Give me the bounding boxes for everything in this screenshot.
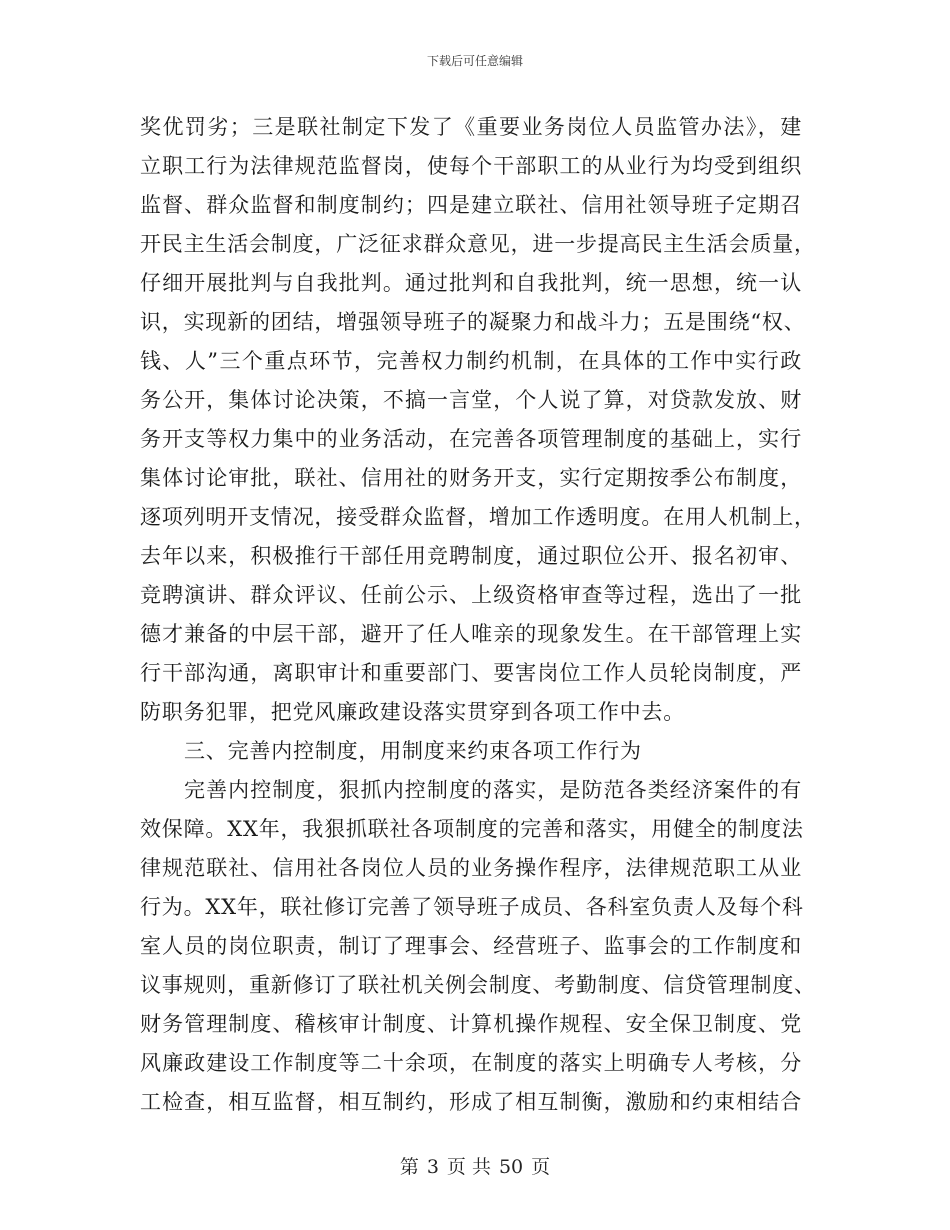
body-line: 行干部沟通，离职审计和重要部门、要害岗位工作人员轮岗制度，严 (140, 661, 802, 685)
body-line: 室人员的岗位职责，制订了理事会、经营班子、监事会的工作制度和 (140, 934, 802, 958)
body-line: 逐项列明开支情况，接受群众监督，增加工作透明度。在用人机制上， (140, 505, 816, 529)
body-line: 德才兼备的中层干部，避开了任人唯亲的现象发生。在干部管理上实 (140, 622, 802, 646)
body-line: 工检查，相互监督，相互制约，形成了相互制衡，激励和约束相结合 (140, 1090, 802, 1114)
total-pages-number: 50 (498, 1156, 524, 1178)
body-line: 务开支等权力集中的业务活动，在完善各项管理制度的基础上，实行 (140, 427, 802, 451)
body-line: 仔细开展批判与自我批判。通过批判和自我批判，统一思想，统一认 (140, 271, 802, 295)
page-body (140, 108, 816, 1122)
body-line: 奖优罚劣；三是联社制定下发了《重要业务岗位人员监管办法》，建 (140, 115, 802, 139)
body-line: 钱、人”三个重点环节，完善权力制约机制，在具体的工作中实行政 (140, 349, 802, 373)
body-line: 识，实现新的团结，增强领导班子的凝聚力和战斗力；五是围绕“权、 (140, 310, 806, 334)
page-footer (0, 1152, 950, 1179)
body-line: 行为。XX年，联社修订完善了领导班子成员、各科室负责人及每个科 (140, 895, 804, 919)
body-line: 去年以来，积极推行干部任用竞聘制度，通过职位公开、报名初审、 (140, 544, 802, 568)
body-line: 效保障。XX年，我狠抓联社各项制度的完善和落实，用健全的制度法 (140, 817, 804, 841)
body-line: 立职工行为法律规范监督岗，使每个干部职工的从业行为均受到组织 (140, 154, 802, 178)
section-heading: 三、完善内控制度，用制度来约束各项工作行为 (184, 739, 642, 763)
footer-middle: 页 共 (446, 1156, 491, 1178)
body-line: 风廉政建设工作制度等二十余项，在制度的落实上明确专人考核，分 (140, 1051, 802, 1075)
body-line: 律规范联社、信用社各岗位人员的业务操作程序，法律规范职工从业 (140, 856, 802, 880)
body-line: 集体讨论审批，联社、信用社的财务开支，实行定期按季公布制度， (140, 466, 802, 490)
body-line: 务公开，集体讨论决策，不搞一言堂，个人说了算，对贷款发放、财 (140, 388, 802, 412)
body-line: 完善内控制度，狠抓内控制度的落实，是防范各类经济案件的有 (184, 778, 802, 802)
body-line: 财务管理制度、稽核审计制度、计算机操作规程、安全保卫制度、党 (140, 1012, 802, 1036)
page-header: 下载后可任意编辑 (426, 54, 523, 68)
body-line: 竞聘演讲、群众评议、任前公示、上级资格审查等过程，选出了一批 (140, 583, 802, 607)
footer-suffix: 页 (531, 1156, 551, 1178)
body-line: 议事规则，重新修订了联社机关例会制度、考勤制度、信贷管理制度、 (140, 973, 816, 997)
body-line: 开民主生活会制度，广泛征求群众意见，进一步提高民主生活会质量， (140, 232, 816, 256)
body-line: 防职务犯罪，把党风廉政建设落实贯穿到各项工作中去。 (140, 700, 685, 724)
body-line: 监督、群众监督和制度制约；四是建立联社、信用社领导班子定期召 (140, 193, 802, 217)
footer-prefix: 第 (399, 1156, 419, 1178)
current-page-number: 3 (426, 1156, 439, 1178)
